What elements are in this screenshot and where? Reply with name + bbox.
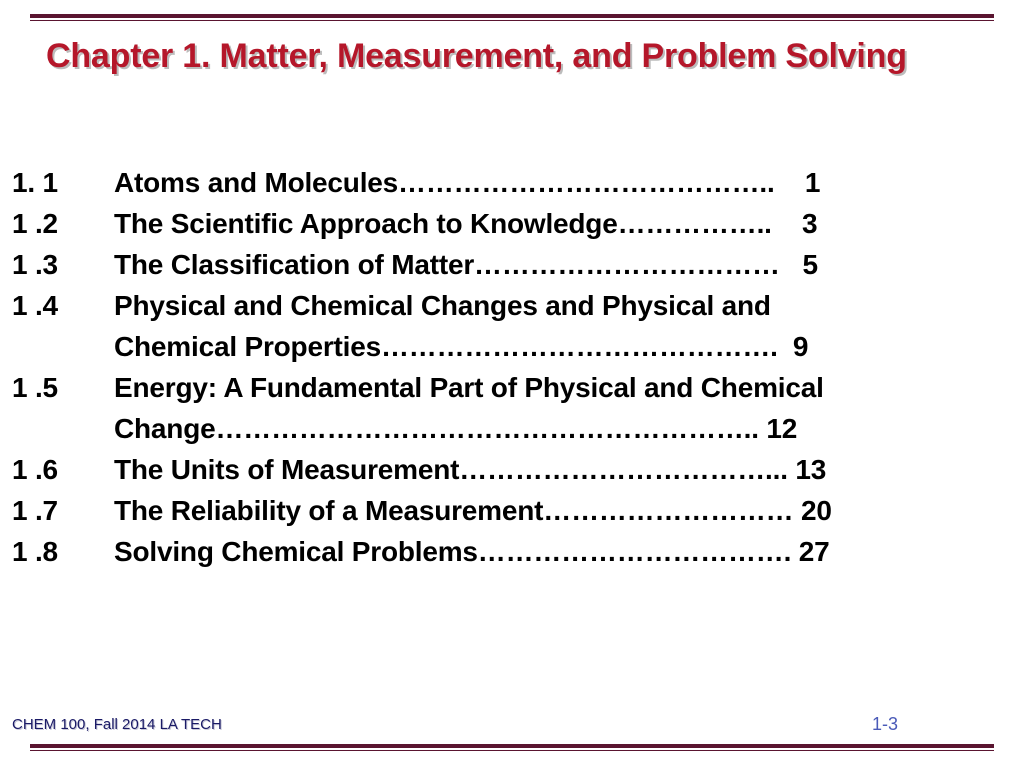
toc-entry-number: 1 .3 [12,249,58,280]
toc-entry-text: Physical and Chemical Changes and Physical and [114,290,771,321]
toc-entry-text: The Classification of Matter…………………………… 5 [114,249,818,280]
footer-course: CHEM 100, Fall 2014 LA TECH [12,716,222,733]
toc-entry [12,203,1002,244]
toc-entry [12,367,1002,449]
slide-number: 1-3 [872,714,899,734]
toc-entry [12,162,1002,203]
toc-entry-number: 1 .2 [12,208,58,239]
toc-entry-number: 1 .8 [12,536,58,567]
toc-entry-text: The Reliability of a Measurement……………………… 20 [114,495,832,526]
toc-entry [12,449,1002,490]
table-of-contents [12,162,1002,572]
toc-entry-text: Solving Chemical Problems……………………………. 27 [114,536,830,567]
toc-entry-text: Atoms and Molecules………………………………….. 1 [114,167,821,198]
toc-entry-number: 1 .7 [12,495,58,526]
toc-entry-text: The Units of Measurement……………………………... 13 [114,454,827,485]
toc-entry-text: Chemical Properties……………………………………. 9 [114,331,809,362]
toc-entry [12,490,1002,531]
toc-entry-number: 1 .6 [12,454,58,485]
toc-entry-number: 1 .4 [12,290,58,321]
slide-title: Chapter 1. Matter, Measurement, and Problem Solving [46,37,907,75]
toc-entry-number: 1. 1 [12,167,58,198]
toc-entry-number: 1 .5 [12,372,58,403]
bottom-divider [30,744,994,751]
toc-entry [12,244,1002,285]
toc-entry [12,531,1002,572]
toc-entry-text: The Scientific Approach to Knowledge…………….. 3 [114,208,818,239]
top-divider [30,14,994,21]
toc-entry-text: Change………………………………………………….. 12 [114,413,798,444]
toc-entry [12,285,1002,367]
toc-entry-text: Energy: A Fundamental Part of Physical and Chemical [114,372,824,403]
